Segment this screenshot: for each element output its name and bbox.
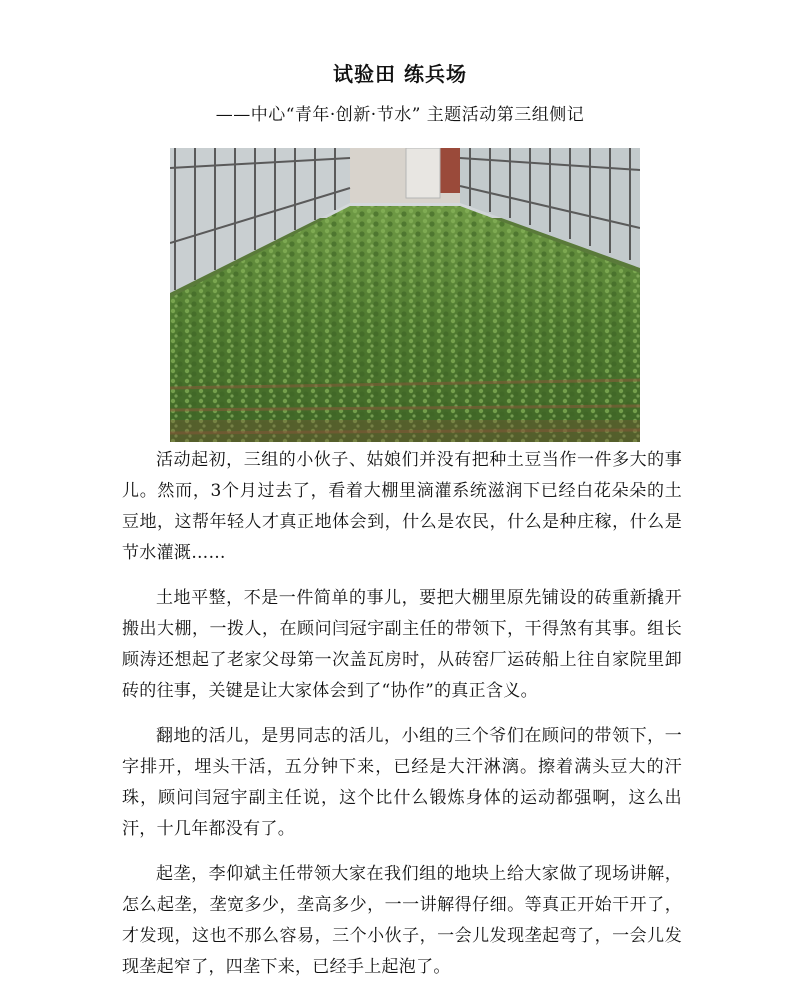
- paragraph: 土地平整，不是一件简单的事儿，要把大棚里原先铺设的砖重新撬开搬出大棚，一拨人，在顾问闫冠宇副主任的带领下，干得煞有其事。组长顾涛还想起了老家父母第一次盖瓦房时，从砖窑厂运砖船上往自家院里卸砖的往事，关键是让大家体会到了“协作”的真正含义。: [122, 588, 682, 701]
- document-title: 试验田 练兵场: [333, 62, 467, 86]
- greenhouse-photo-illustration: [170, 148, 640, 442]
- greenhouse-photo: [170, 148, 640, 442]
- paragraph: 活动起初，三组的小伙子、姑娘们并没有把种土豆当作一件多大的事儿。然而，3个月过去了，看着大棚里滴灌系统滋润下已经白花朵朵的土豆地，这帮年轻人才真正地体会到，什么是农民，什么是种庄稼，什么是节水灌溉……: [122, 450, 682, 563]
- document-subtitle: ——中心“青年·创新·节水” 主题活动第三组侧记: [215, 105, 585, 125]
- paragraph: 翻地的活儿，是男同志的活儿，小组的三个爷们在顾问的带领下，一字排开，埋头干活，五分钟下来，已经是大汗淋漓。擦着满头豆大的汗珠，顾问闫冠宇副主任说，这个比什么锻炼身体的运动都强啊，这么出汗，十几年都没有了。: [122, 726, 682, 839]
- article-body: [122, 445, 682, 997]
- paragraph: 起垄，李仰斌主任带领大家在我们组的地块上给大家做了现场讲解，怎么起垄，垄宽多少，垄高多少，一一讲解得仔细。等真正开始干开了，才发现，这也不那么容易，三个小伙子，一会儿发现垄起弯了，一会儿发现垄起窄了，四垄下来，已经手上起泡了。: [122, 864, 682, 977]
